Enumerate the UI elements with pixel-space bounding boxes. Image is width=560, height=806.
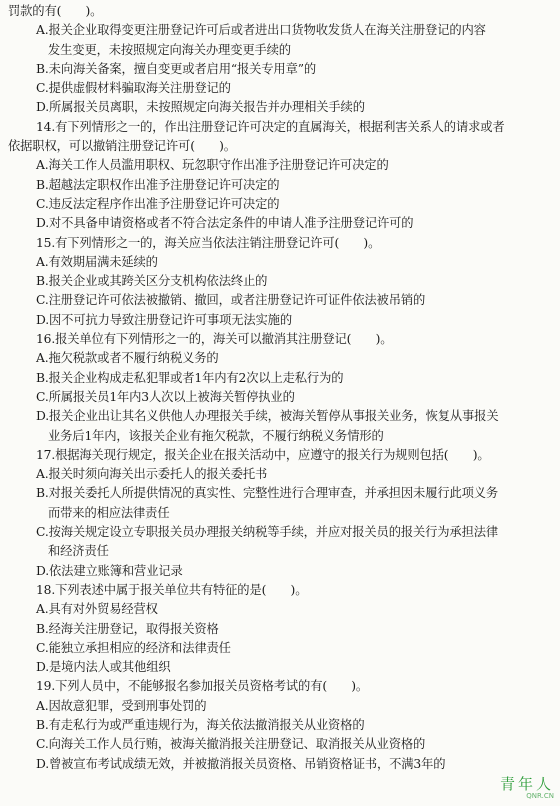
text-line: B.有走私行为或严重违规行为，海关依法撤消报关从业资格的: [36, 717, 365, 732]
text-line: A.报关企业取得变更注册登记许可后或者进出口货物收发货人在海关注册登记的内容: [36, 23, 486, 38]
text-line: A.海关工作人员滥用职权、玩忽职守作出准予注册登记许可决定的: [36, 158, 389, 173]
text-line: 罚款的有( )。: [8, 4, 103, 18]
text-line: D.因不可抗力导致注册登记许可事项无法实施的: [36, 312, 292, 327]
text-line: A.具有对外贸易经营权: [36, 602, 158, 617]
text-line: C.违反法定程序作出准予注册登记许可决定的: [36, 196, 280, 211]
text-line: B.对报关委托人所提供情况的真实性、完整性进行合理审查，并承担因未履行此项义务: [36, 486, 499, 501]
text-line: A.因故意犯罪，受到刑事处罚的: [36, 698, 207, 713]
text-line: A.拖欠税款或者不履行纳税义务的: [36, 351, 219, 366]
text-line: D.曾被宣布考试成绩无效，并被撤消报关员资格、吊销资格证书，不满3年的: [36, 756, 446, 771]
text-line: 18.下列表述中属于报关单位共有特征的是( )。: [36, 582, 308, 597]
text-line: 16.报关单位有下列情形之一的，海关可以撤消其注册登记( )。: [36, 332, 393, 347]
text-line: A.报关时须向海关出示委托人的报关委托书: [36, 467, 268, 482]
text-line: B.报关企业或其跨关区分支机构依法终止的: [36, 274, 268, 289]
text-line: 业务后1年内，该报关企业有拖欠税款，不履行纳税义务情形的: [48, 428, 384, 443]
text-line: 发生变更，未按照规定向海关办理变更手续的: [48, 42, 291, 57]
text-line: 14.有下列情形之一的，作出注册登记许可决定的直属海关，根据利害关系人的请求或者: [36, 119, 505, 134]
watermark-text: 青年人: [499, 775, 554, 793]
text-line: C.能独立承担相应的经济和法律责任: [36, 640, 231, 655]
text-line: B.经海关注册登记，取得报关资格: [36, 621, 219, 636]
watermark-url: QNR.CN: [526, 792, 554, 800]
text-line: D.所属报关员离职，未按照规定向海关报告并办理相关手续的: [36, 100, 365, 115]
text-line: D.是境内法人或其他组织: [36, 660, 171, 675]
text-line: D.报关企业出让其名义供他人办理报关手续，被海关暂停从事报关业务，恢复从事报关: [36, 409, 499, 424]
text-line: C.提供虚假材料骗取海关注册登记的: [36, 81, 231, 96]
text-line: 依据职权，可以撤销注册登记许可( )。: [8, 139, 236, 154]
text-line: 15.有下列情形之一的，海关应当依法注销注册登记许可( )。: [36, 235, 381, 250]
text-line: B.报关企业构成走私犯罪或者1年内有2次以上走私行为的: [36, 370, 344, 385]
text-line: 19.下列人员中，不能够报名参加报关员资格考试的有( )。: [36, 679, 369, 694]
text-line: D.对不具备申请资格或者不符合法定条件的申请人准予注册登记许可的: [36, 216, 414, 231]
text-line: D.依法建立账簿和营业记录: [36, 563, 183, 578]
watermark-logo: [500, 776, 554, 800]
text-line: C.向海关工作人员行贿，被海关撤消报关注册登记、取消报关从业资格的: [36, 737, 426, 752]
text-line: C.所属报关员1年内3人次以上被海关暂停执业的: [36, 389, 295, 404]
text-line: C.按海关规定设立专职报关员办理报关纳税等手续，并应对报关员的报关行为承担法律: [36, 525, 499, 540]
text-line: 而带来的相应法律责任: [48, 505, 170, 520]
text-line: B.未向海关备案，擅自变更或者启用“报关专用章”的: [36, 61, 317, 76]
text-line: C.注册登记许可依法被撤销、撤回，或者注册登记许可证件依法被吊销的: [36, 293, 426, 308]
text-line: 和经济责任: [48, 544, 109, 559]
text-line: A.有效期届满未延续的: [36, 254, 158, 269]
text-line: 17.根据海关现行规定，报关企业在报关活动中，应遵守的报关行为规则包括( )。: [36, 447, 490, 462]
text-line: B.超越法定职权作出准予注册登记许可决定的: [36, 177, 280, 192]
